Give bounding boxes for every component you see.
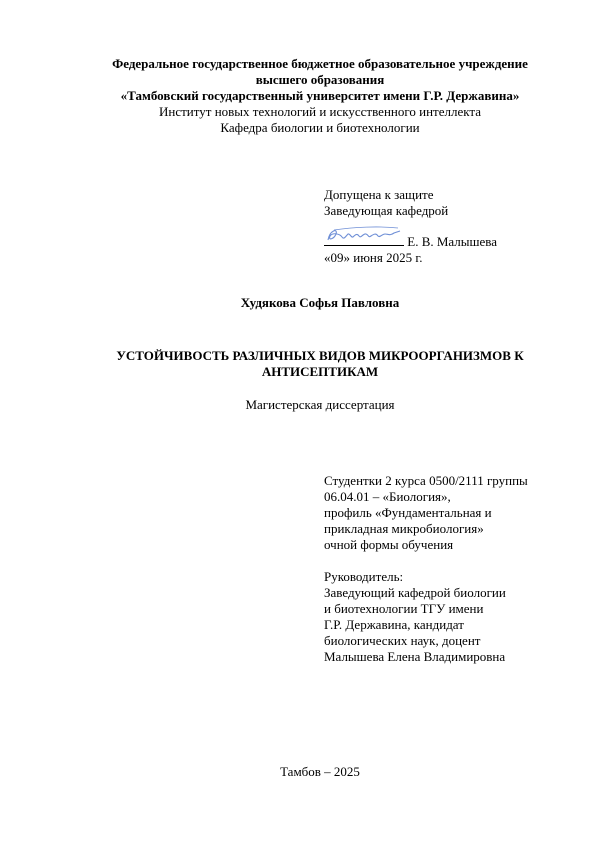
supervisor-line-1: Заведующий кафедрой биологии (324, 585, 506, 600)
student-line-5: очной формы обучения (324, 537, 454, 552)
header-line-4: Институт новых технологий и искусственного интеллекта (159, 104, 481, 119)
supervisor-line-2: и биотехнологии ТГУ имени (324, 601, 484, 616)
header-line-3: «Тамбовский государственный университет имени Г.Р. Державина» (120, 88, 520, 103)
header-line-1: Федеральное государственное бюджетное образовательное учреждение (112, 56, 528, 71)
supervisor-label: Руководитель: (324, 569, 404, 584)
supervisor-line-4: биологических наук, доцент (324, 633, 481, 648)
approver-name: Е. В. Малышева (407, 234, 498, 249)
city-year: Тамбов – 2025 (280, 764, 360, 779)
institution-header (60, 56, 580, 136)
header-line-5: Кафедра биологии и биотехнологии (220, 120, 420, 135)
student-line-1: Студентки 2 курса 0500/2111 группы (324, 473, 528, 488)
approval-line-1: Допущена к защите (324, 187, 434, 202)
thesis-title-line-2: АНТИСЕПТИКАМ (261, 364, 379, 379)
thesis-title (40, 348, 595, 380)
student-line-2: 06.04.01 – «Биология», (324, 489, 451, 504)
handwritten-signature (324, 224, 404, 246)
supervisor-line-3: Г.Р. Державина, кандидат (324, 617, 464, 632)
student-line-4: прикладная микробиология» (324, 521, 484, 536)
author-name: Худякова Софья Павловна (240, 295, 400, 310)
document-type: Магистерская диссертация (245, 397, 395, 412)
supervisor-line-5: Малышева Елена Владимировна (324, 649, 506, 664)
supervisor-block (324, 569, 506, 665)
header-line-2: высшего образования (255, 72, 385, 87)
thesis-title-line-1: УСТОЙЧИВОСТЬ РАЗЛИЧНЫХ ВИДОВ МИКРООРГАНИЗМОВ К (116, 348, 524, 363)
student-block (324, 473, 528, 553)
student-line-3: профиль «Фундаментальная и (324, 505, 492, 520)
approval-line-2: Заведующая кафедрой (324, 203, 449, 218)
approval-date: «09» июня 2025 г. (324, 250, 423, 265)
